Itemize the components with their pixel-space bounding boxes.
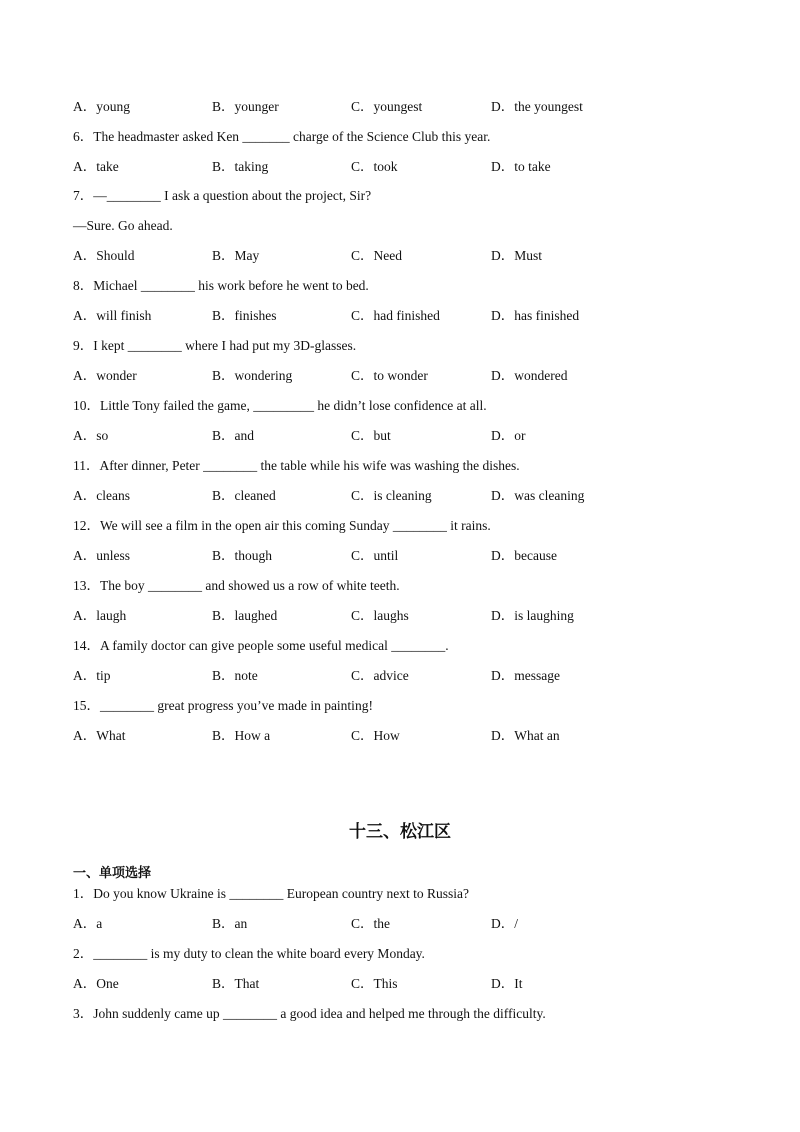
option-a: A．tip <box>73 668 111 683</box>
songjiang-question-1-stem: 1．Do you know Ukraine is ________ European country next to Russia? <box>73 886 469 901</box>
option-c: C．advice <box>351 668 409 683</box>
option-c: C．How <box>351 728 400 743</box>
option-d: D．It <box>491 976 523 991</box>
option-d: D．has finished <box>491 308 580 323</box>
question-8-stem: 8．Michael ________ his work before he went to bed. <box>73 278 369 293</box>
option-c: C．until <box>351 548 399 563</box>
option-d: D．because <box>491 548 557 563</box>
question-15-options <box>73 726 753 746</box>
question-14-stem: 14．A family doctor can give people some useful medical ________. <box>73 638 449 653</box>
option-b: B．note <box>212 668 258 683</box>
question-9-options <box>73 366 753 386</box>
option-a: A．cleans <box>73 488 130 503</box>
section-title: 十三、松江区 <box>349 822 451 842</box>
option-b: B．laughed <box>212 608 278 623</box>
question-15-stem: 15．________ great progress you’ve made in painting! <box>73 698 373 713</box>
question-13-stem: 13．The boy ________ and showed us a row of white teeth. <box>73 578 400 593</box>
option-c: C．but <box>351 428 391 443</box>
option-c: C．had finished <box>351 308 440 323</box>
option-a: A．wonder <box>73 368 137 383</box>
option-d: D．the youngest <box>491 99 583 114</box>
option-c: C．youngest <box>351 99 423 114</box>
option-b: B．younger <box>212 99 279 114</box>
question-11-stem: 11．After dinner, Peter ________ the table while his wife was washing the dishes. <box>73 458 520 473</box>
songjiang-question-2-options <box>73 974 753 994</box>
option-b: B．That <box>212 976 260 991</box>
question-11-options <box>73 486 753 506</box>
option-a: A．a <box>73 916 103 931</box>
question-14-options <box>73 666 753 686</box>
question-12-stem: 12．We will see a film in the open air this coming Sunday ________ it rains. <box>73 518 491 533</box>
option-b: B．cleaned <box>212 488 276 503</box>
songjiang-question-2-stem: 2．________ is my duty to clean the white board every Monday. <box>73 946 425 961</box>
option-a: A．One <box>73 976 119 991</box>
option-c: C．took <box>351 159 398 174</box>
option-a: A．will finish <box>73 308 152 323</box>
option-d: D．/ <box>491 916 518 931</box>
part-title: 一、单项选择 <box>73 866 152 881</box>
option-b: B．an <box>212 916 248 931</box>
option-b: B．though <box>212 548 273 563</box>
option-b: B．How a <box>212 728 271 743</box>
option-d: D．was cleaning <box>491 488 585 503</box>
option-d: D．wondered <box>491 368 568 383</box>
option-c: C．to wonder <box>351 368 428 383</box>
question-6-options <box>73 157 753 177</box>
option-c: C．This <box>351 976 398 991</box>
option-d: D．or <box>491 428 526 443</box>
question-13-options <box>73 606 753 626</box>
option-c: C．the <box>351 916 390 931</box>
option-c: C．laughs <box>351 608 409 623</box>
option-b: B．taking <box>212 159 269 174</box>
option-a: A．laugh <box>73 608 127 623</box>
option-a: A．What <box>73 728 126 743</box>
option-d: D．Must <box>491 248 543 263</box>
question-5-options <box>73 97 753 117</box>
songjiang-question-3-stem: 3．John suddenly came up ________ a good idea and helped me through the difficulty. <box>73 1006 546 1021</box>
option-a: A．take <box>73 159 119 174</box>
question-12-options <box>73 546 753 566</box>
option-b: B．wondering <box>212 368 293 383</box>
question-10-options <box>73 426 753 446</box>
option-d: D．message <box>491 668 560 683</box>
option-a: A．unless <box>73 548 130 563</box>
question-9-stem: 9．I kept ________ where I had put my 3D-glasses. <box>73 338 357 353</box>
songjiang-question-1-options <box>73 914 753 934</box>
option-c: C．is cleaning <box>351 488 432 503</box>
question-6-stem: 6．The headmaster asked Ken _______ charge of the Science Club this year. <box>73 129 491 144</box>
option-b: B．finishes <box>212 308 277 323</box>
question-7-options <box>73 246 753 266</box>
option-d: D．What an <box>491 728 560 743</box>
option-a: A．so <box>73 428 109 443</box>
option-b: B．and <box>212 428 254 443</box>
option-d: D．to take <box>491 159 551 174</box>
option-b: B．May <box>212 248 260 263</box>
question-7-reply: —Sure. Go ahead. <box>73 218 173 233</box>
option-d: D．is laughing <box>491 608 574 623</box>
question-10-stem: 10．Little Tony failed the game, _________ he didn’t lose confidence at all. <box>73 398 487 413</box>
question-8-options <box>73 306 753 326</box>
question-7-stem: 7．—________ I ask a question about the project, Sir? <box>73 188 372 203</box>
option-a: A．Should <box>73 248 135 263</box>
option-a: A．young <box>73 99 130 114</box>
option-c: C．Need <box>351 248 402 263</box>
